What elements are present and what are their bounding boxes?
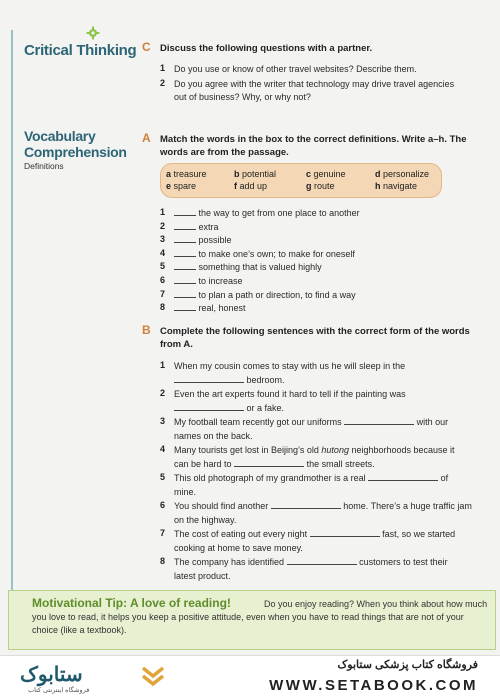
exercise-letter-c: C (142, 40, 151, 54)
section-subtitle: Definitions (24, 161, 64, 171)
exercise-letter-b: B (142, 323, 151, 337)
definition-text: extra (198, 221, 219, 232)
tip-text-line: Do you enjoy reading? When you think about how much (264, 599, 488, 609)
definition-text: to increase (198, 276, 243, 286)
exercise-a-instruction (160, 133, 467, 159)
definition-text: real, honest (198, 303, 246, 314)
definition-text: something that is valued highly (198, 262, 322, 273)
item-number: 6 (160, 500, 166, 510)
answer-blank[interactable] (174, 302, 196, 311)
answer-blank[interactable] (174, 289, 196, 298)
answer-blank[interactable] (344, 416, 414, 425)
sentence-line: names on the back. (174, 431, 253, 441)
definition-line (174, 207, 360, 219)
answer-blank[interactable] (174, 207, 196, 216)
definition-line (174, 221, 219, 233)
sentence-line: or a fake. (174, 402, 284, 414)
item-number: 7 (160, 288, 166, 299)
sentence-line: mine. (174, 487, 197, 497)
exercise-b-instruction (160, 325, 470, 351)
item-number: 1 (160, 360, 166, 370)
instruction-line: words are from the passage. (160, 147, 289, 158)
answer-blank[interactable] (310, 528, 380, 537)
item-number: 5 (160, 472, 166, 482)
word-box-item: a treasure (166, 169, 207, 179)
answer-blank[interactable] (271, 500, 341, 509)
question-text: Do you agree with the writer that technology may drive travel agencies (174, 79, 455, 89)
sentence-line: Many tourists get lost in Beijing’s old hutong neighborhoods because it (174, 445, 455, 455)
word-box-item: c genuine (306, 169, 346, 179)
item-number: 2 (160, 220, 166, 231)
definition-line (174, 302, 246, 314)
item-number: 4 (160, 247, 166, 258)
tip-text-line: choice (like a textbook). (32, 625, 127, 635)
sentence-line: Even the art experts found it hard to tell if the painting was (174, 389, 406, 399)
store-name: فروشگاه کتاب پزشکی ستابوک (337, 659, 478, 671)
definition-line (174, 261, 322, 273)
question-number: 2 (160, 78, 166, 88)
definition-text: to plan a path or direction, to find a way (198, 289, 356, 300)
item-number: 8 (160, 556, 166, 566)
answer-blank[interactable] (174, 221, 196, 230)
store-url-link[interactable]: WWW.SETABOOK.COM (269, 677, 478, 694)
sentence-line: latest product. (174, 571, 231, 581)
sentence-line: This old photograph of my grandmother is a real of (174, 473, 449, 483)
sentence-line: The company has identified customers to test their (174, 557, 448, 567)
title-line: Vocabulary (24, 128, 96, 144)
word-box-item: h navigate (375, 181, 418, 191)
item-number: 8 (160, 302, 166, 313)
title-line: Comprehension (24, 144, 127, 160)
exercise-c-instruction: Discuss the following questions with a partner. (160, 43, 373, 54)
instruction-line: Complete the following sentences with the correct form of the words (160, 326, 470, 337)
item-number: 1 (160, 207, 166, 217)
definition-text: possible (198, 235, 232, 246)
answer-blank[interactable] (174, 261, 196, 270)
section-title-critical-thinking: Critical Thinking (24, 42, 137, 59)
sentence-line: can be hard to the small streets. (174, 459, 375, 469)
sentence-line: cooking at home to save money. (174, 543, 303, 553)
definition-line (174, 234, 232, 246)
chevron-logo-icon (140, 664, 166, 690)
sentence-line: on the highway. (174, 515, 237, 525)
word-box-item: e spare (166, 181, 197, 191)
margin-line (11, 30, 13, 590)
answer-blank[interactable] (368, 472, 438, 481)
gear-icon (86, 26, 100, 40)
question-text: Do you use or know of other travel websites? Describe them. (174, 64, 417, 74)
section-title-vocabulary (24, 128, 127, 160)
tip-text-line: you love to read, it helps you keep a positive attitude, even when you have to read things that are not of your (32, 612, 464, 622)
definition-line (174, 289, 356, 301)
question-text-cont: out of business? Why, or why not? (174, 92, 311, 102)
answer-blank[interactable] (234, 458, 304, 467)
word-box-item: d personalize (375, 169, 430, 179)
sentence-line: When my cousin comes to stay with us he will sleep in the (174, 361, 406, 371)
word-box-item: g route (306, 181, 335, 191)
item-number: 7 (160, 528, 166, 538)
definition-line (174, 248, 355, 260)
store-logo: ستابوک (20, 664, 83, 686)
definition-text: to make one’s own; to make for oneself (198, 248, 355, 259)
word-box-item: b potential (234, 169, 277, 179)
answer-blank[interactable] (174, 248, 196, 257)
answer-blank[interactable] (174, 234, 196, 243)
sentence-line: The cost of eating out every night fast, so we started (174, 529, 456, 539)
item-number: 5 (160, 261, 166, 272)
answer-blank[interactable] (287, 556, 357, 565)
item-number: 2 (160, 388, 166, 398)
answer-blank[interactable] (174, 402, 244, 411)
answer-blank[interactable] (174, 374, 244, 383)
item-number: 3 (160, 416, 166, 426)
word-box-item: f add up (234, 181, 268, 191)
item-number: 3 (160, 234, 166, 245)
question-number: 1 (160, 63, 166, 73)
sentence-line: My football team recently got our uniforms with our (174, 417, 449, 427)
store-logo-tagline: فروشگاه اینترنتی کتاب (28, 687, 90, 694)
item-number: 4 (160, 444, 166, 454)
instruction-line: from A. (160, 339, 193, 350)
tip-title: Motivational Tip: A love of reading! (32, 596, 231, 610)
answer-blank[interactable] (174, 275, 196, 284)
sentence-line: You should find another home. There’s a huge traffic jam (174, 501, 472, 511)
instruction-line: Match the words in the box to the correct definitions. Write a–h. The (160, 134, 467, 145)
sentence-line: bedroom. (174, 374, 285, 386)
exercise-letter-a: A (142, 131, 151, 145)
item-number: 6 (160, 275, 166, 285)
definition-text: the way to get from one place to another (198, 208, 360, 218)
definition-line (174, 275, 243, 287)
